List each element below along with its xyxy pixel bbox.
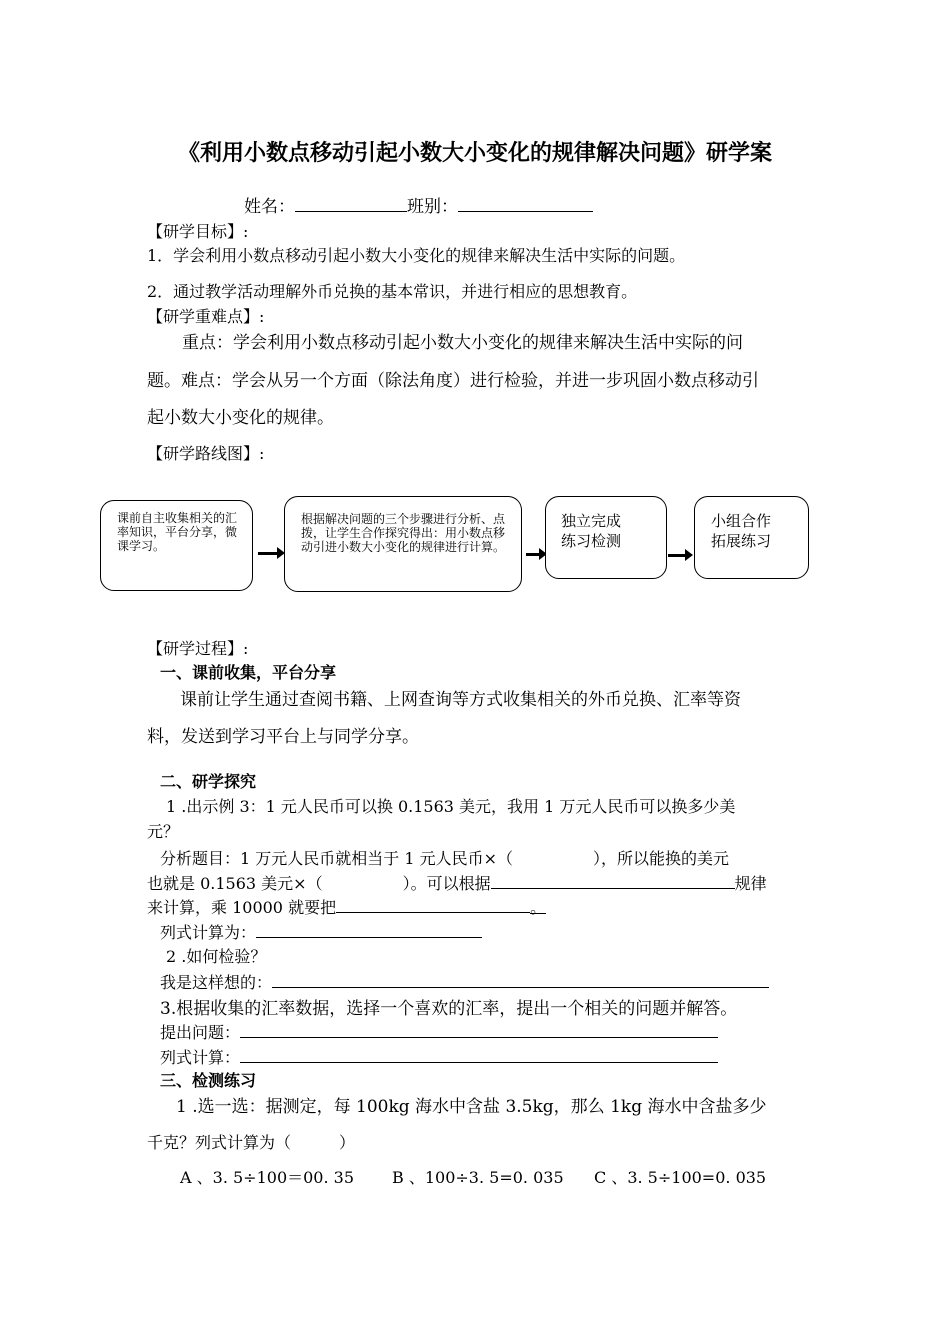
arrow-icon [258,552,278,555]
goal-item-1: 1．学会利用小数点移动引起小数大小变化的规律来解决生活中实际的问题。 [147,246,686,265]
key-points-line-3: 起小数大小变化的规律。 [147,408,334,428]
calc-field[interactable] [240,1044,718,1063]
goal-item-2: 2．通过教学活动理解外币兑换的基本常识，并进行相应的思想教育。 [147,282,638,301]
roadmap-step-3 [545,496,667,579]
question-1-line-1: 1 .出示例 3：1 元人民币可以换 0.1563 美元，我用 1 万元人民币可以换多少美 [166,797,736,816]
page-title: 《利用小数点移动引起小数大小变化的规律解决问题》研学案 [177,141,772,166]
option-a: A 、3. 5÷100＝00. 35 [180,1168,355,1187]
goals-heading: 【研学目标】: [147,222,249,241]
roadmap-step-2-text: 根据解决问题的三个步骤进行分析、点拨，让学生合作探究得出：用小数点移动引进小数大小变化的规律进行计算。 [301,512,506,554]
key-points-line-1: 重点：学会利用小数点移动引起小数大小变化的规律来解决生活中实际的问 [182,333,743,353]
roadmap-step-4 [694,496,809,579]
section-1-title: 一、课前收集，平台分享 [160,663,337,682]
roadmap-step-1 [100,500,253,591]
section-2-title: 二、研学探究 [160,772,257,791]
key-points-line-2: 题。难点：学会从另一个方面（除法角度）进行检验，并进一步巩固小数点移动引 [147,371,759,391]
analysis-line-3-text: 来计算，乘 10000 就要把 [147,898,337,917]
question-2: 2 .如何检验？ [166,947,267,966]
name-label: 姓名： [244,197,295,217]
roadmap-step-4-line-2: 拓展练习 [711,532,772,550]
question-3: 3.根据收集的汇率数据，选择一个喜欢的汇率，提出一个相关的问题并解答。 [160,999,738,1019]
calc-row [160,1044,718,1068]
analysis-line-3 [147,894,546,918]
formula-field[interactable] [256,919,482,938]
section-1-line-2: 料，发送到学习平台上与同学分享。 [147,727,419,747]
analysis-line-2 [147,870,767,894]
thinking-row [160,969,769,993]
question-label: 提出问题： [160,1023,241,1042]
roadmap-step-1-text: 课前自主收集相关的汇率知识，平台分享，微课学习。 [117,511,238,553]
analysis-line-3-end: 。 [530,895,546,914]
roadmap-step-3-line-1: 独立完成 [561,512,622,530]
class-label: 班别： [407,197,458,217]
section-1-line-1: 课前让学生通过查阅书籍、上网查询等方式收集相关的外币兑换、汇率等资 [180,690,741,710]
analysis-line-1: 分析题目：1 万元人民币就相当于 1 元人民币×（ ），所以能换的美元 [160,849,730,868]
thinking-label: 我是这样想的： [160,973,273,992]
class-field[interactable] [458,193,593,212]
process-heading: 【研学过程】: [147,639,249,658]
test-1-line-2: 千克？列式计算为（ ） [147,1133,356,1152]
info-row [244,192,593,217]
test-1-line-1: 1 .选一选：据测定，每 100kg 海水中含盐 3.5kg，那么 1kg 海水中含盐多少 [176,1097,767,1117]
calc-label: 列式计算： [160,1048,241,1067]
roadmap-heading: 【研学路线图】: [147,444,265,463]
analysis-line-2-text: 也就是 0.1563 美元×（ ）。可以根据 [147,874,491,893]
analysis-line-2-end: 规律 [734,874,767,893]
key-points-heading: 【研学重难点】: [147,307,265,326]
arrow-icon [526,553,540,556]
question-field[interactable] [240,1019,718,1038]
rule-blank[interactable] [491,870,735,889]
roadmap-step-4-line-1: 小组合作 [711,512,772,530]
question-1-line-2: 元？ [147,822,180,841]
name-field[interactable] [295,193,407,212]
decimal-move-blank[interactable] [336,894,530,913]
section-3-title: 三、检测练习 [160,1071,257,1090]
formula-row [160,919,482,943]
roadmap-step-3-line-2: 练习检测 [561,532,622,550]
thinking-field[interactable] [272,969,769,988]
formula-label: 列式计算为： [160,923,257,942]
arrow-icon [668,554,686,557]
option-b: B 、100÷3. 5=0. 035 [392,1168,564,1187]
question-row [160,1019,718,1043]
option-c: C 、3. 5÷100=0. 035 [594,1168,767,1187]
roadmap-step-2 [284,496,522,592]
